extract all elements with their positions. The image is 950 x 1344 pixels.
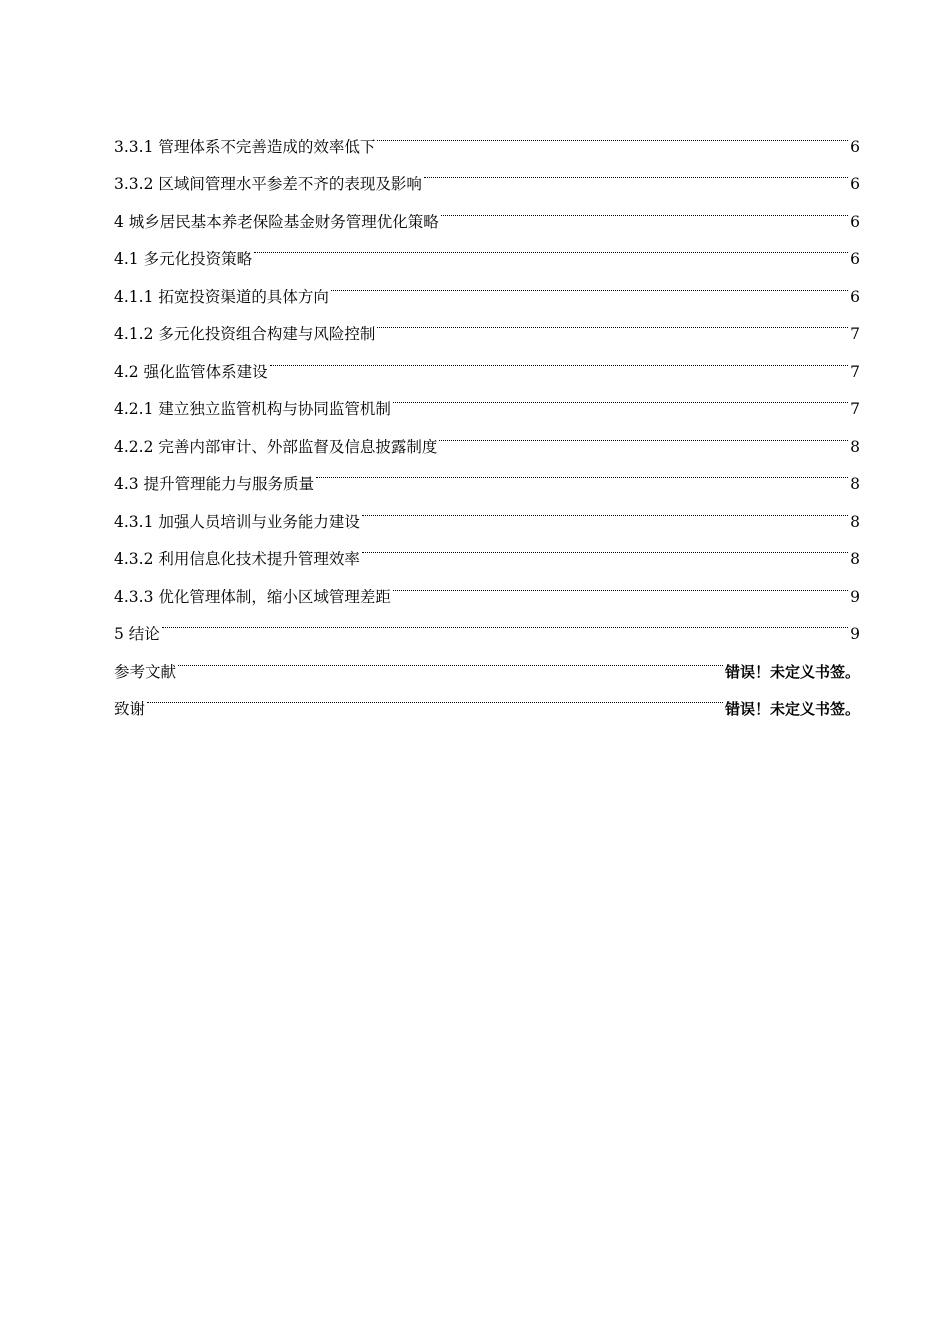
toc-dot-leader	[377, 114, 848, 152]
toc-entry-title: 5 结论	[114, 625, 160, 643]
toc-entry-page: 6	[850, 137, 860, 156]
toc-entry-page: 6	[850, 175, 860, 193]
toc-entry-page: 6	[850, 287, 860, 306]
toc-entry-page: 9	[850, 587, 860, 606]
toc-dot-leader	[316, 452, 848, 490]
toc-entry-page: 6	[850, 250, 860, 268]
toc-entry[interactable]	[114, 114, 860, 156]
toc-entry-page-error: 错误！未定义书签。	[724, 700, 860, 718]
toc-entry-title: 致谢	[114, 700, 146, 718]
toc-entry-title: 4.2 强化监管体系建设	[114, 362, 268, 381]
toc-entry-title: 4.1.2 多元化投资组合构建与风险控制	[114, 325, 376, 343]
toc-entry-page: 8	[850, 437, 860, 456]
toc-entry[interactable]	[114, 639, 860, 681]
toc-entry-title: 4.2.2 完善内部审计、外部监督及信息披露制度	[114, 437, 438, 456]
toc-dot-leader	[377, 302, 848, 340]
toc-dot-leader	[162, 602, 848, 640]
toc-dot-leader	[362, 527, 848, 565]
toc-entry-page-error: 错误！未定义书签。	[724, 662, 860, 681]
toc-dot-leader	[441, 189, 848, 227]
toc-dot-leader	[424, 152, 848, 190]
toc-dot-leader	[270, 339, 849, 377]
toc-entry-title: 4.3.2 利用信息化技术提升管理效率	[114, 550, 360, 568]
toc-entry-title: 4.2.1 建立独立监管机构与协同监管机制	[114, 400, 391, 418]
toc-dot-leader	[439, 414, 848, 452]
toc-entry-title: 3.3.1 管理体系不完善造成的效率低下	[114, 137, 376, 156]
toc-entry-page: 8	[850, 550, 860, 568]
toc-entry-title: 4.3 提升管理能力与服务质量	[114, 475, 315, 493]
toc-entry-page: 8	[850, 475, 860, 493]
toc-dot-leader	[362, 489, 848, 527]
table-of-contents	[114, 114, 860, 718]
toc-entry-page: 7	[850, 362, 860, 381]
toc-dot-leader	[178, 639, 723, 677]
toc-entry[interactable]	[114, 602, 860, 643]
toc-dot-leader	[254, 227, 848, 265]
toc-entry-page: 9	[850, 625, 860, 643]
toc-entry-title: 4.1 多元化投资策略	[114, 250, 253, 268]
toc-entry-page: 7	[850, 400, 860, 418]
toc-dot-leader	[147, 677, 723, 715]
toc-entry-title: 4.3.3 优化管理体制，缩小区域管理差距	[114, 587, 391, 606]
toc-entry-page: 7	[850, 325, 860, 343]
toc-dot-leader	[393, 377, 848, 415]
toc-dot-leader	[393, 564, 848, 602]
toc-entry-page: 6	[850, 212, 860, 231]
toc-entry-title: 4 城乡居民基本养老保险基金财务管理优化策略	[114, 212, 439, 231]
toc-entry-title: 4.3.1 加强人员培训与业务能力建设	[114, 512, 360, 531]
toc-entry-page: 8	[850, 512, 860, 531]
toc-entry-title: 4.1.1 拓宽投资渠道的具体方向	[114, 287, 329, 306]
toc-dot-leader	[331, 264, 848, 302]
toc-entry-title: 参考文献	[114, 662, 177, 681]
toc-entry-title: 3.3.2 区域间管理水平参差不齐的表现及影响	[114, 175, 422, 193]
